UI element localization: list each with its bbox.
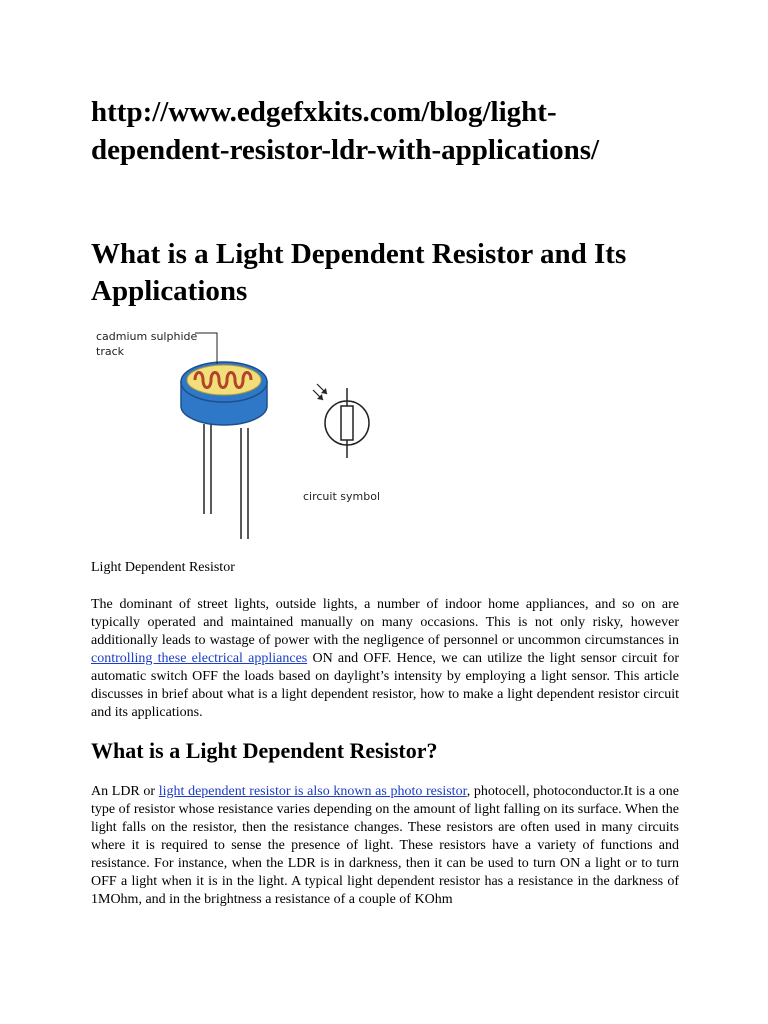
symbol-label: circuit symbol bbox=[303, 490, 380, 503]
section-heading: What is a Light Dependent Resistor? bbox=[91, 738, 438, 763]
photo-resistor-link[interactable]: light dependent resistor is also known as photo resistor bbox=[158, 784, 467, 799]
url-heading: http://www.edgefxkits.com/blog/light-dependent-resistor-ldr-with-applications/ bbox=[91, 96, 600, 166]
intro-text-before-link: The dominant of street lights, outside lights, a number of indoor home appliances, and so on are typically operated and maintained manually on many occasions. This is not only risky, however additionally leads to wastage of power with the negligence of personnel or uncommon circumstances in bbox=[91, 597, 679, 648]
track-label-line bbox=[195, 333, 217, 364]
definition-text-before-link: An LDR or bbox=[91, 784, 159, 799]
track-label-line2: track bbox=[96, 345, 124, 358]
track-label-line1: cadmium sulphide bbox=[96, 330, 198, 343]
definition-text-after-link: , photocell, photoconductor.It is a one type of resistor whose resistance varies depending on the amount of light falling on its surface. When the light falls on the resistor, then the resistance changes. These resistors are often used in many circuits where it is required to sense the presence of light. These resistors have a variety of functions and resistance. For instance, when the LDR is in darkness, then it can be used to turn ON a light or to turn OFF a light when it is in the light. A typical light dependent resistor has a resistance in the darkness of 1MOhm, and in the brightness a resistance of a couple of KOhm bbox=[91, 784, 680, 907]
intro-paragraph bbox=[91, 596, 679, 722]
main-title: What is a Light Dependent Resistor and Its Applications bbox=[91, 238, 627, 307]
controlling-appliances-link[interactable]: controlling these electrical appliances bbox=[91, 651, 308, 666]
ldr-definition-paragraph bbox=[91, 783, 679, 909]
intro-text-after-link: ON and OFF. Hence, we can utilize the light sensor circuit for automatic switch OFF the loads based on daylight’s intensity by employing a light sensor. This article discusses in brief about what is a light dependent resistor, how to make a light dependent resistor circuit and its applications. bbox=[91, 651, 679, 720]
figure-caption: Light Dependent Resistor bbox=[91, 560, 235, 575]
ldr-figure bbox=[91, 322, 391, 547]
symbol-resistor bbox=[341, 406, 353, 440]
